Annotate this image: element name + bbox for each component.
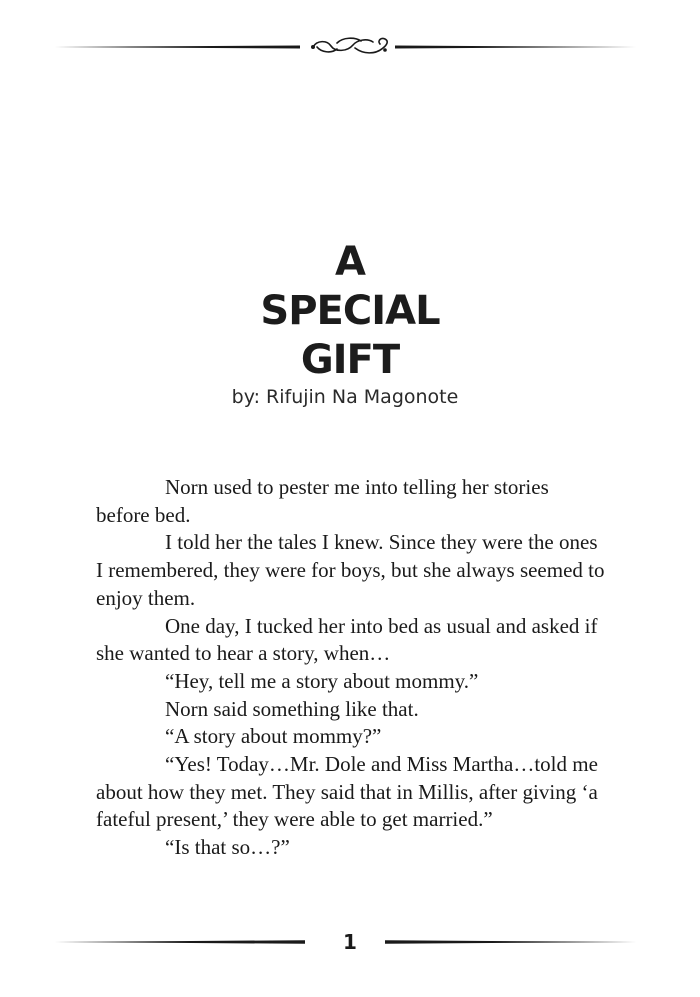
title-line-1: A: [335, 239, 365, 285]
paragraph-2: I told her the tales I knew. Since they were the ones I remembered, they were for boys, but she always seemed to enjoy them.: [96, 530, 605, 610]
paragraph-4: “Hey, tell me a story about mommy.”: [165, 668, 479, 693]
footer-rule-left: [55, 938, 305, 946]
title-line-3: GIFT: [300, 337, 400, 383]
header-ornament: [55, 28, 640, 68]
title-line-2: SPECIAL: [260, 288, 440, 334]
footer-rule-right: [385, 938, 640, 946]
paragraph-3: One day, I tucked her into bed as usual and asked if she wanted to hear a story, when…: [96, 613, 598, 666]
paragraph-8: “Is that so…?”: [165, 835, 290, 860]
story-body: [96, 474, 606, 862]
paragraph-1: Norn used to pester me into telling her stories before bed.: [96, 475, 549, 527]
paragraph-5: Norn said something like that.: [165, 696, 419, 721]
story-title: [0, 238, 700, 385]
author-byline: by: Rifujin Na Magonote: [231, 386, 459, 408]
page-number: 1: [343, 930, 357, 954]
paragraph-6: “A story about mommy?”: [165, 724, 382, 749]
paragraph-7: “Yes! Today…Mr. Dole and Miss Martha…told me about how they met. They said that in Millis, after giving ‘a fateful present,’ they were able to get married.”: [96, 752, 598, 832]
